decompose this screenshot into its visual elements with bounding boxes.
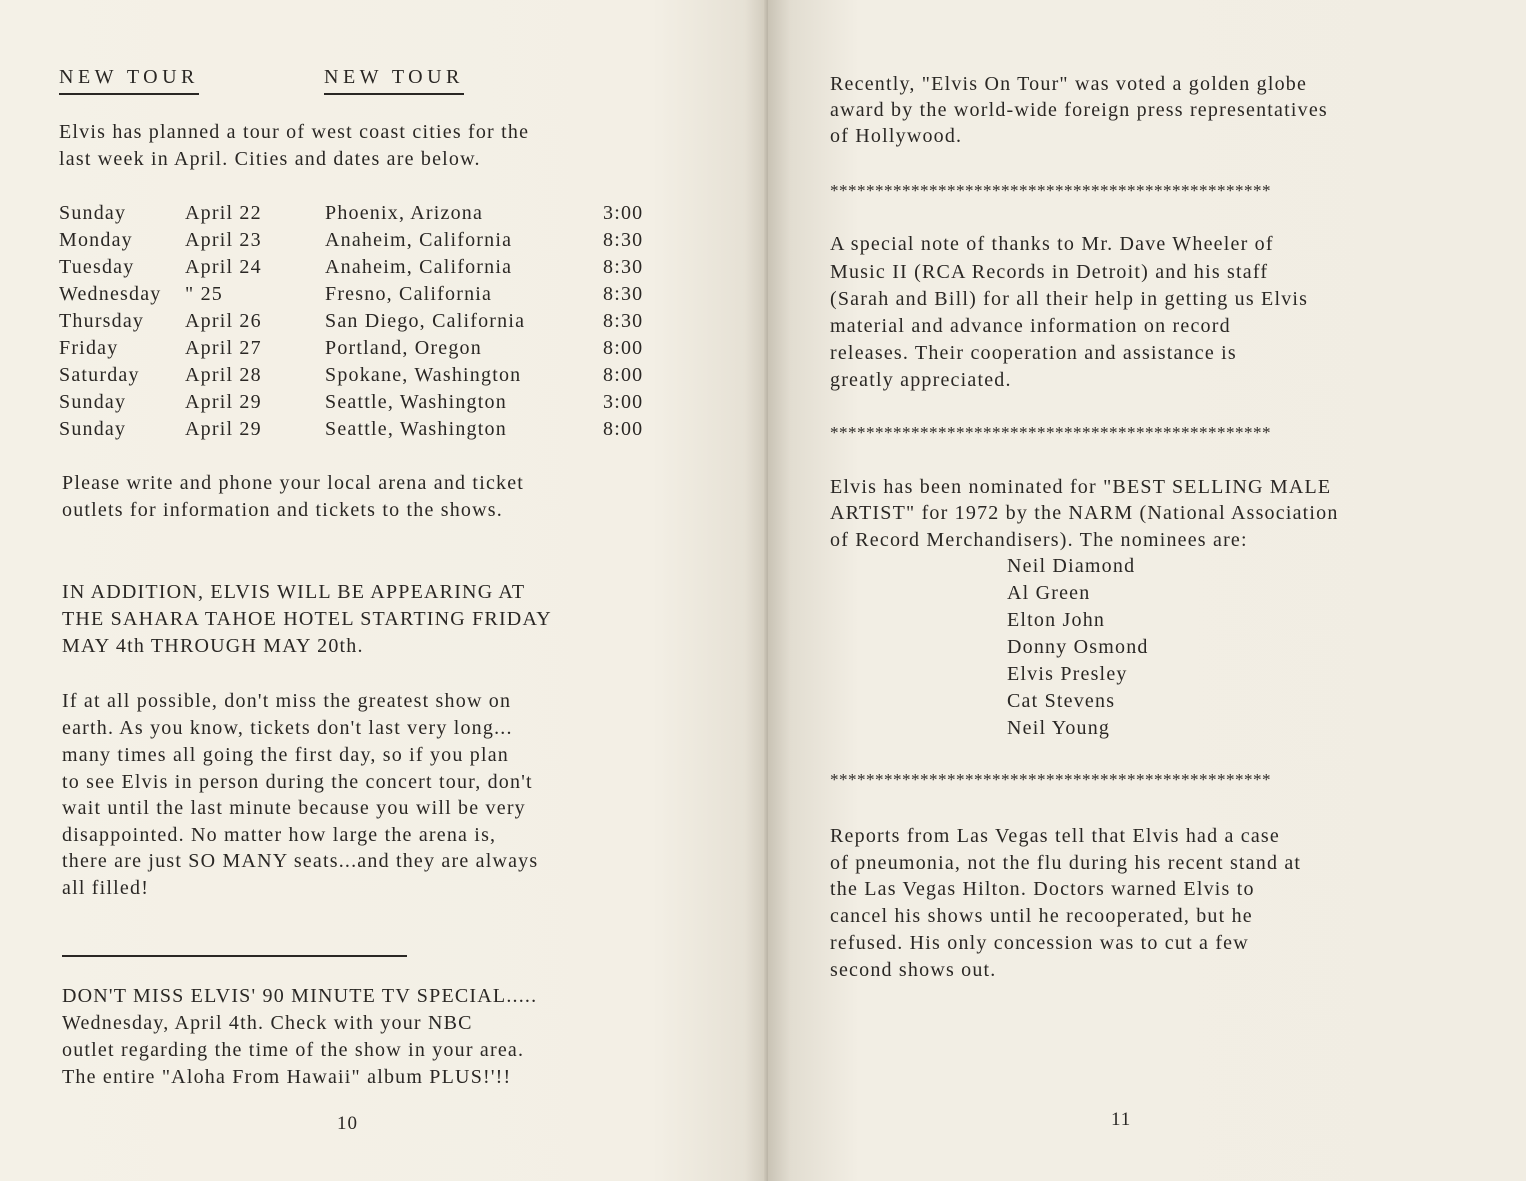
- tour-city: Fresno, California: [325, 283, 493, 305]
- award-line-2: award by the world-wide foreign press representatives: [830, 99, 1328, 121]
- tour-time: 8:00: [603, 337, 644, 359]
- tour-day: Sunday: [59, 418, 127, 440]
- tour-day: Friday: [59, 337, 119, 359]
- nominee-list: [1007, 553, 1149, 742]
- tour-city: Anaheim, California: [325, 256, 513, 278]
- nominee-item: Neil Young: [1007, 717, 1111, 739]
- tour-row: [59, 227, 663, 254]
- addition-line-1: IN ADDITION, ELVIS WILL BE APPEARING AT: [62, 581, 526, 603]
- advice-line-8: all filled!: [62, 877, 150, 899]
- section-divider: [62, 955, 407, 957]
- tour-day: Monday: [59, 229, 133, 251]
- advice-line-6: disappointed. No matter how large the arena is,: [62, 824, 497, 846]
- nomination-line-3: of Record Merchandisers). The nominees are:: [830, 529, 1248, 551]
- nominee-item: Elvis Presley: [1007, 663, 1128, 685]
- tour-city: Phoenix, Arizona: [325, 202, 484, 224]
- nomination-line-1: Elvis has been nominated for "BEST SELLING MALE: [830, 476, 1332, 498]
- page-number-right: 11: [1111, 1109, 1132, 1130]
- contact-line-2: outlets for information and tickets to the shows.: [62, 499, 503, 521]
- star-separator-1: *************************************************: [830, 181, 1271, 200]
- award-line-3: of Hollywood.: [830, 125, 963, 147]
- report-line-5: refused. His only concession was to cut a few: [830, 932, 1249, 954]
- tour-row: [59, 281, 663, 308]
- tour-row: [59, 362, 663, 389]
- tour-date: April 29: [185, 418, 262, 440]
- nominee-item: Cat Stevens: [1007, 690, 1116, 712]
- tv-line-3: outlet regarding the time of the show in your area.: [62, 1039, 525, 1061]
- tour-row: [59, 200, 663, 227]
- thanks-line-5: releases. Their cooperation and assistance is: [830, 342, 1237, 364]
- thanks-line-6: greatly appreciated.: [830, 369, 1012, 391]
- tour-city: Seattle, Washington: [325, 418, 507, 440]
- thanks-line-4: material and advance information on record: [830, 315, 1231, 337]
- tour-day: Tuesday: [59, 256, 135, 278]
- advice-line-4: to see Elvis in person during the concert tour, don't: [62, 771, 533, 793]
- nominee-item: Al Green: [1007, 582, 1091, 604]
- tour-date: April 24: [185, 256, 262, 278]
- tour-time: 8:30: [603, 229, 644, 251]
- intro-line-1: Elvis has planned a tour of west coast cities for the: [59, 121, 530, 143]
- tour-city: Spokane, Washington: [325, 364, 522, 386]
- tour-date: April 29: [185, 391, 262, 413]
- tv-line-4: The entire "Aloha From Hawaii" album PLUS!'!!: [62, 1066, 512, 1088]
- tour-row: [59, 389, 663, 416]
- tour-day: Saturday: [59, 364, 140, 386]
- tour-city: Portland, Oregon: [325, 337, 482, 359]
- report-line-2: of pneumonia, not the flu during his recent stand at: [830, 852, 1302, 874]
- tour-time: 8:30: [603, 310, 644, 332]
- tour-date: " 25: [185, 283, 223, 305]
- star-separator-2: *************************************************: [830, 423, 1271, 442]
- tour-time: 3:00: [603, 202, 644, 224]
- tour-city: Anaheim, California: [325, 229, 513, 251]
- page-number-left: 10: [337, 1113, 358, 1134]
- tour-date: April 23: [185, 229, 262, 251]
- tour-date: April 28: [185, 364, 262, 386]
- new-tour-heading-2: NEW TOUR: [324, 66, 464, 95]
- tour-row: [59, 335, 663, 362]
- tour-time: 8:30: [603, 283, 644, 305]
- tour-time: 8:00: [603, 418, 644, 440]
- tour-time: 3:00: [603, 391, 644, 413]
- tour-day: Sunday: [59, 202, 127, 224]
- tour-row: [59, 416, 663, 443]
- report-line-1: Reports from Las Vegas tell that Elvis had a case: [830, 825, 1280, 847]
- tour-day: Wednesday: [59, 283, 162, 305]
- tour-date: April 26: [185, 310, 262, 332]
- nominee-item: Elton John: [1007, 609, 1106, 631]
- nominee-item: Donny Osmond: [1007, 636, 1149, 658]
- advice-line-2: earth. As you know, tickets don't last very long...: [62, 717, 513, 739]
- advice-line-3: many times all going the first day, so if you plan: [62, 744, 509, 766]
- addition-line-2: THE SAHARA TAHOE HOTEL STARTING FRIDAY: [62, 608, 552, 630]
- thanks-line-2: Music II (RCA Records in Detroit) and his staff: [830, 261, 1269, 283]
- advice-line-1: If at all possible, don't miss the greatest show on: [62, 690, 512, 712]
- report-line-6: second shows out.: [830, 959, 997, 981]
- tour-day: Sunday: [59, 391, 127, 413]
- advice-line-5: wait until the last minute because you will be very: [62, 797, 526, 819]
- report-line-4: cancel his shows until he recooperated, but he: [830, 905, 1253, 927]
- thanks-line-1: A special note of thanks to Mr. Dave Wheeler of: [830, 233, 1274, 255]
- tour-date: April 22: [185, 202, 262, 224]
- addition-line-3: MAY 4th THROUGH MAY 20th.: [62, 635, 364, 657]
- tour-row: [59, 308, 663, 335]
- tour-date: April 27: [185, 337, 262, 359]
- thanks-line-3: (Sarah and Bill) for all their help in getting us Elvis: [830, 288, 1309, 310]
- nominee-item: Neil Diamond: [1007, 555, 1136, 577]
- tour-time: 8:00: [603, 364, 644, 386]
- report-line-3: the Las Vegas Hilton. Doctors warned Elvis to: [830, 878, 1255, 900]
- tv-line-1: DON'T MISS ELVIS' 90 MINUTE TV SPECIAL.....: [62, 985, 538, 1007]
- tour-city: San Diego, California: [325, 310, 526, 332]
- intro-line-2: last week in April. Cities and dates are below.: [59, 148, 481, 170]
- contact-line-1: Please write and phone your local arena and ticket: [62, 472, 525, 494]
- advice-line-7: there are just SO MANY seats...and they are always: [62, 850, 539, 872]
- award-line-1: Recently, "Elvis On Tour" was voted a golden globe: [830, 73, 1308, 95]
- tour-row: [59, 254, 663, 281]
- tour-day: Thursday: [59, 310, 145, 332]
- new-tour-heading-1: NEW TOUR: [59, 66, 199, 95]
- tour-city: Seattle, Washington: [325, 391, 507, 413]
- star-separator-3: *************************************************: [830, 770, 1271, 789]
- nomination-line-2: ARTIST" for 1972 by the NARM (National Association: [830, 502, 1339, 524]
- tv-line-2: Wednesday, April 4th. Check with your NBC: [62, 1012, 473, 1034]
- tour-time: 8:30: [603, 256, 644, 278]
- tour-dates-table: [59, 200, 663, 443]
